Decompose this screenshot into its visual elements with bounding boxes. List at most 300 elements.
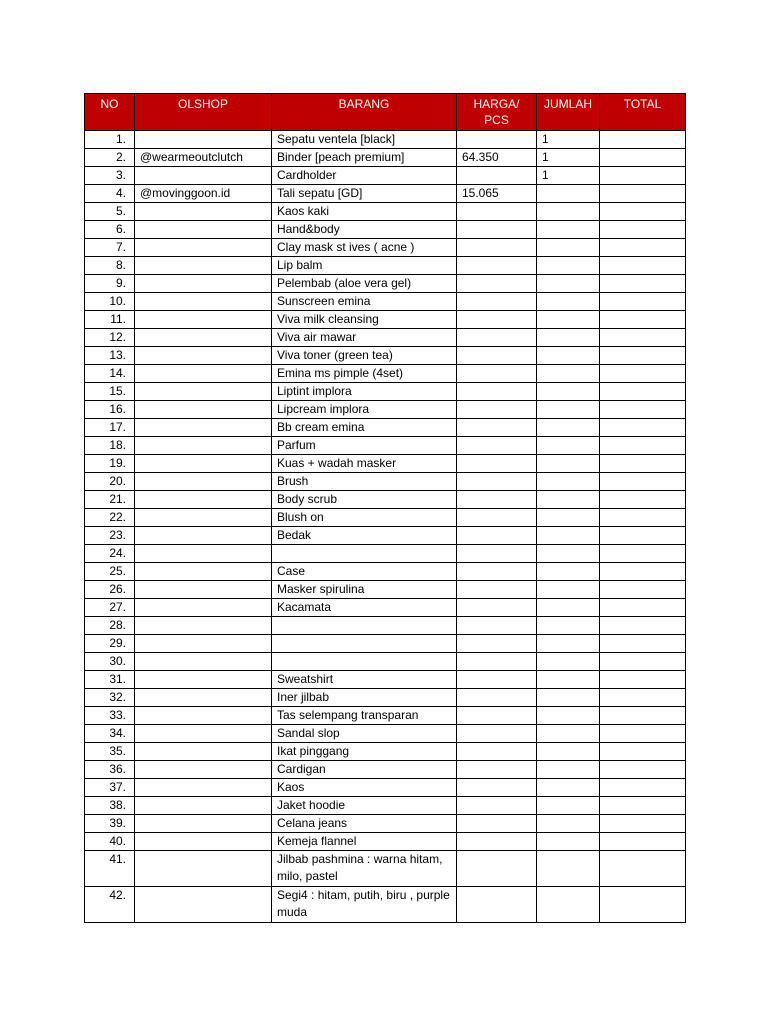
cell-total: [600, 131, 686, 149]
cell-olshop: [135, 419, 272, 437]
cell-olshop: [135, 509, 272, 527]
cell-barang: [272, 617, 457, 635]
cell-harga: [457, 437, 537, 455]
cell-jumlah: [537, 365, 600, 383]
cell-total: [600, 221, 686, 239]
cell-olshop: [135, 635, 272, 653]
cell-no: 9.: [85, 275, 135, 293]
table-row: [85, 185, 686, 203]
cell-olshop: [135, 815, 272, 833]
cell-olshop: [135, 329, 272, 347]
cell-olshop: [135, 347, 272, 365]
table-row: [85, 689, 686, 707]
cell-jumlah: [537, 491, 600, 509]
cell-total: [600, 257, 686, 275]
cell-olshop: [135, 833, 272, 851]
cell-olshop: [135, 239, 272, 257]
cell-jumlah: [537, 473, 600, 491]
header-olshop: OLSHOP: [135, 94, 272, 131]
cell-harga: [457, 131, 537, 149]
cell-harga: [457, 257, 537, 275]
table-row: [85, 473, 686, 491]
cell-harga: 64.350: [457, 149, 537, 167]
table-row: [85, 581, 686, 599]
cell-olshop: [135, 455, 272, 473]
cell-total: [600, 419, 686, 437]
cell-total: [600, 329, 686, 347]
cell-no: 29.: [85, 635, 135, 653]
cell-harga: [457, 455, 537, 473]
cell-jumlah: [537, 797, 600, 815]
cell-no: 14.: [85, 365, 135, 383]
cell-no: 34.: [85, 725, 135, 743]
cell-olshop: [135, 275, 272, 293]
cell-total: [600, 653, 686, 671]
cell-barang: [272, 635, 457, 653]
table-row: [85, 347, 686, 365]
cell-no: 11.: [85, 311, 135, 329]
cell-jumlah: [537, 851, 600, 887]
cell-no: 12.: [85, 329, 135, 347]
cell-no: 36.: [85, 761, 135, 779]
cell-barang: Body scrub: [272, 491, 457, 509]
cell-no: 6.: [85, 221, 135, 239]
cell-total: [600, 437, 686, 455]
cell-no: 27.: [85, 599, 135, 617]
cell-harga: [457, 725, 537, 743]
table-row: [85, 725, 686, 743]
cell-harga: [457, 491, 537, 509]
cell-barang: Hand&body: [272, 221, 457, 239]
table-row: [85, 203, 686, 221]
cell-jumlah: [537, 275, 600, 293]
cell-total: [600, 725, 686, 743]
table-row: [85, 239, 686, 257]
cell-barang: Jilbab pashmina : warna hitam, milo, pastel: [272, 851, 457, 887]
cell-olshop: [135, 887, 272, 923]
table-row: [85, 707, 686, 725]
cell-harga: [457, 365, 537, 383]
cell-jumlah: [537, 833, 600, 851]
cell-jumlah: [537, 599, 600, 617]
cell-harga: [457, 653, 537, 671]
cell-no: 7.: [85, 239, 135, 257]
table-row: [85, 527, 686, 545]
cell-olshop: [135, 491, 272, 509]
cell-jumlah: [537, 509, 600, 527]
table-row: [85, 275, 686, 293]
cell-barang: Sandal slop: [272, 725, 457, 743]
table-row: [85, 257, 686, 275]
cell-olshop: [135, 257, 272, 275]
cell-olshop: [135, 131, 272, 149]
cell-harga: [457, 671, 537, 689]
table-row: [85, 779, 686, 797]
table-row: [85, 617, 686, 635]
cell-no: 30.: [85, 653, 135, 671]
cell-olshop: [135, 761, 272, 779]
cell-jumlah: [537, 689, 600, 707]
cell-olshop: [135, 293, 272, 311]
cell-no: 35.: [85, 743, 135, 761]
cell-total: [600, 761, 686, 779]
cell-barang: Clay mask st ives ( acne ): [272, 239, 457, 257]
table-row: [85, 401, 686, 419]
cell-harga: [457, 347, 537, 365]
cell-barang: Celana jeans: [272, 815, 457, 833]
cell-total: [600, 779, 686, 797]
cell-barang: Case: [272, 563, 457, 581]
cell-barang: Viva toner (green tea): [272, 347, 457, 365]
cell-jumlah: [537, 671, 600, 689]
cell-barang: [272, 545, 457, 563]
cell-barang: Parfum: [272, 437, 457, 455]
cell-olshop: [135, 617, 272, 635]
cell-no: 39.: [85, 815, 135, 833]
cell-no: 20.: [85, 473, 135, 491]
cell-olshop: [135, 653, 272, 671]
cell-jumlah: [537, 617, 600, 635]
cell-harga: [457, 203, 537, 221]
cell-olshop: [135, 707, 272, 725]
cell-barang: Ikat pinggang: [272, 743, 457, 761]
cell-total: [600, 545, 686, 563]
cell-no: 40.: [85, 833, 135, 851]
cell-barang: Kuas + wadah masker: [272, 455, 457, 473]
cell-olshop: [135, 743, 272, 761]
cell-barang: Tali sepatu [GD]: [272, 185, 457, 203]
cell-total: [600, 293, 686, 311]
cell-jumlah: [537, 527, 600, 545]
cell-total: [600, 185, 686, 203]
table-row: [85, 797, 686, 815]
table-row: [85, 167, 686, 185]
cell-jumlah: [537, 725, 600, 743]
cell-no: 21.: [85, 491, 135, 509]
cell-total: [600, 635, 686, 653]
cell-harga: [457, 167, 537, 185]
cell-olshop: @movinggoon.id: [135, 185, 272, 203]
cell-no: 10.: [85, 293, 135, 311]
cell-barang: Iner jilbab: [272, 689, 457, 707]
cell-barang: Binder [peach premium]: [272, 149, 457, 167]
cell-jumlah: [537, 383, 600, 401]
cell-total: [600, 275, 686, 293]
cell-harga: [457, 707, 537, 725]
cell-barang: Kaos kaki: [272, 203, 457, 221]
table-row: [85, 149, 686, 167]
table-row: [85, 599, 686, 617]
cell-harga: [457, 563, 537, 581]
table-row: [85, 653, 686, 671]
cell-total: [600, 149, 686, 167]
cell-barang: Kemeja flannel: [272, 833, 457, 851]
cell-olshop: [135, 221, 272, 239]
table-row: [85, 815, 686, 833]
cell-jumlah: 1: [537, 131, 600, 149]
cell-jumlah: [537, 401, 600, 419]
cell-barang: Jaket hoodie: [272, 797, 457, 815]
cell-olshop: [135, 689, 272, 707]
cell-total: [600, 563, 686, 581]
table-row: [85, 851, 686, 887]
table-row: [85, 491, 686, 509]
cell-jumlah: [537, 203, 600, 221]
cell-total: [600, 239, 686, 257]
cell-total: [600, 707, 686, 725]
cell-no: 28.: [85, 617, 135, 635]
table-row: [85, 329, 686, 347]
cell-barang: [272, 653, 457, 671]
cell-no: 8.: [85, 257, 135, 275]
cell-harga: [457, 761, 537, 779]
header-harga: HARGA/ PCS: [457, 94, 537, 131]
cell-jumlah: [537, 581, 600, 599]
cell-no: 2.: [85, 149, 135, 167]
cell-olshop: [135, 311, 272, 329]
cell-no: 25.: [85, 563, 135, 581]
cell-harga: [457, 383, 537, 401]
cell-harga: [457, 887, 537, 923]
cell-no: 37.: [85, 779, 135, 797]
cell-total: [600, 833, 686, 851]
cell-harga: [457, 635, 537, 653]
cell-harga: [457, 275, 537, 293]
header-row: [85, 94, 686, 131]
cell-no: 13.: [85, 347, 135, 365]
cell-total: [600, 797, 686, 815]
cell-olshop: [135, 473, 272, 491]
cell-no: 5.: [85, 203, 135, 221]
cell-no: 42.: [85, 887, 135, 923]
cell-no: 18.: [85, 437, 135, 455]
cell-no: 3.: [85, 167, 135, 185]
cell-olshop: [135, 581, 272, 599]
cell-total: [600, 311, 686, 329]
cell-harga: [457, 617, 537, 635]
table-row: [85, 761, 686, 779]
cell-barang: Sweatshirt: [272, 671, 457, 689]
cell-jumlah: [537, 635, 600, 653]
cell-harga: [457, 311, 537, 329]
cell-barang: Segi4 : hitam, putih, biru , purple muda: [272, 887, 457, 923]
table-row: [85, 743, 686, 761]
cell-no: 38.: [85, 797, 135, 815]
cell-total: [600, 383, 686, 401]
cell-no: 41.: [85, 851, 135, 887]
cell-total: [600, 203, 686, 221]
cell-olshop: [135, 401, 272, 419]
cell-olshop: [135, 203, 272, 221]
table-row: [85, 293, 686, 311]
cell-total: [600, 473, 686, 491]
cell-total: [600, 599, 686, 617]
cell-jumlah: 1: [537, 167, 600, 185]
cell-jumlah: [537, 437, 600, 455]
cell-olshop: [135, 563, 272, 581]
cell-total: [600, 347, 686, 365]
cell-barang: Kacamata: [272, 599, 457, 617]
cell-olshop: [135, 671, 272, 689]
cell-no: 19.: [85, 455, 135, 473]
cell-barang: Viva air mawar: [272, 329, 457, 347]
cell-total: [600, 167, 686, 185]
header-jumlah: JUMLAH: [537, 94, 600, 131]
cell-no: 15.: [85, 383, 135, 401]
table-row: [85, 455, 686, 473]
cell-harga: [457, 833, 537, 851]
cell-jumlah: [537, 293, 600, 311]
cell-no: 31.: [85, 671, 135, 689]
cell-barang: Masker spirulina: [272, 581, 457, 599]
cell-jumlah: [537, 707, 600, 725]
table-row: [85, 509, 686, 527]
cell-jumlah: [537, 761, 600, 779]
table-row: [85, 437, 686, 455]
cell-harga: [457, 419, 537, 437]
cell-jumlah: [537, 221, 600, 239]
cell-barang: Bedak: [272, 527, 457, 545]
cell-jumlah: [537, 545, 600, 563]
cell-total: [600, 689, 686, 707]
cell-jumlah: [537, 347, 600, 365]
cell-olshop: [135, 437, 272, 455]
table-row: [85, 545, 686, 563]
cell-no: 17.: [85, 419, 135, 437]
cell-total: [600, 581, 686, 599]
table-row: [85, 131, 686, 149]
cell-harga: [457, 545, 537, 563]
cell-total: [600, 815, 686, 833]
cell-olshop: [135, 383, 272, 401]
cell-jumlah: [537, 563, 600, 581]
cell-harga: [457, 509, 537, 527]
table-body: [85, 131, 686, 923]
cell-harga: [457, 527, 537, 545]
cell-total: [600, 887, 686, 923]
shopping-list-table: [84, 93, 686, 923]
cell-harga: [457, 689, 537, 707]
table-row: [85, 671, 686, 689]
cell-no: 22.: [85, 509, 135, 527]
cell-no: 33.: [85, 707, 135, 725]
cell-harga: [457, 293, 537, 311]
cell-olshop: [135, 599, 272, 617]
cell-barang: Lip balm: [272, 257, 457, 275]
cell-total: [600, 743, 686, 761]
cell-no: 16.: [85, 401, 135, 419]
cell-total: [600, 851, 686, 887]
cell-total: [600, 491, 686, 509]
cell-olshop: [135, 365, 272, 383]
cell-jumlah: 1: [537, 149, 600, 167]
cell-olshop: [135, 545, 272, 563]
cell-barang: Pelembab (aloe vera gel): [272, 275, 457, 293]
cell-barang: Lipcream implora: [272, 401, 457, 419]
cell-harga: [457, 599, 537, 617]
cell-barang: Emina ms pimple (4set): [272, 365, 457, 383]
cell-barang: Cardholder: [272, 167, 457, 185]
cell-jumlah: [537, 887, 600, 923]
cell-harga: [457, 779, 537, 797]
header-total: TOTAL: [600, 94, 686, 131]
cell-olshop: [135, 527, 272, 545]
cell-harga: [457, 401, 537, 419]
cell-no: 1.: [85, 131, 135, 149]
cell-olshop: [135, 797, 272, 815]
table-row: [85, 887, 686, 923]
cell-olshop: [135, 167, 272, 185]
cell-olshop: @wearmeoutclutch: [135, 149, 272, 167]
cell-harga: [457, 221, 537, 239]
cell-jumlah: [537, 257, 600, 275]
cell-barang: Sepatu ventela [black]: [272, 131, 457, 149]
cell-no: 4.: [85, 185, 135, 203]
cell-total: [600, 509, 686, 527]
cell-no: 32.: [85, 689, 135, 707]
header-barang: BARANG: [272, 94, 457, 131]
cell-total: [600, 365, 686, 383]
table-row: [85, 833, 686, 851]
table-row: [85, 383, 686, 401]
cell-barang: Bb cream emina: [272, 419, 457, 437]
cell-total: [600, 527, 686, 545]
cell-no: 24.: [85, 545, 135, 563]
cell-no: 26.: [85, 581, 135, 599]
cell-olshop: [135, 725, 272, 743]
cell-jumlah: [537, 779, 600, 797]
table-row: [85, 419, 686, 437]
cell-olshop: [135, 779, 272, 797]
cell-harga: [457, 797, 537, 815]
cell-harga: [457, 743, 537, 761]
table-row: [85, 563, 686, 581]
cell-barang: Sunscreen emina: [272, 293, 457, 311]
cell-harga: [457, 473, 537, 491]
cell-jumlah: [537, 185, 600, 203]
cell-barang: Brush: [272, 473, 457, 491]
cell-total: [600, 671, 686, 689]
cell-jumlah: [537, 239, 600, 257]
cell-barang: Liptint implora: [272, 383, 457, 401]
cell-barang: Viva milk cleansing: [272, 311, 457, 329]
cell-olshop: [135, 851, 272, 887]
table-row: [85, 635, 686, 653]
cell-jumlah: [537, 329, 600, 347]
cell-harga: [457, 851, 537, 887]
cell-jumlah: [537, 311, 600, 329]
table-row: [85, 221, 686, 239]
cell-harga: 15.065: [457, 185, 537, 203]
table-row: [85, 311, 686, 329]
cell-harga: [457, 329, 537, 347]
cell-jumlah: [537, 455, 600, 473]
cell-jumlah: [537, 419, 600, 437]
header-no: NO: [85, 94, 135, 131]
cell-barang: Cardigan: [272, 761, 457, 779]
cell-jumlah: [537, 653, 600, 671]
cell-jumlah: [537, 743, 600, 761]
cell-total: [600, 401, 686, 419]
cell-barang: Blush on: [272, 509, 457, 527]
cell-barang: Tas selempang transparan: [272, 707, 457, 725]
table-row: [85, 365, 686, 383]
cell-total: [600, 617, 686, 635]
cell-harga: [457, 581, 537, 599]
cell-no: 23.: [85, 527, 135, 545]
cell-jumlah: [537, 815, 600, 833]
cell-harga: [457, 815, 537, 833]
